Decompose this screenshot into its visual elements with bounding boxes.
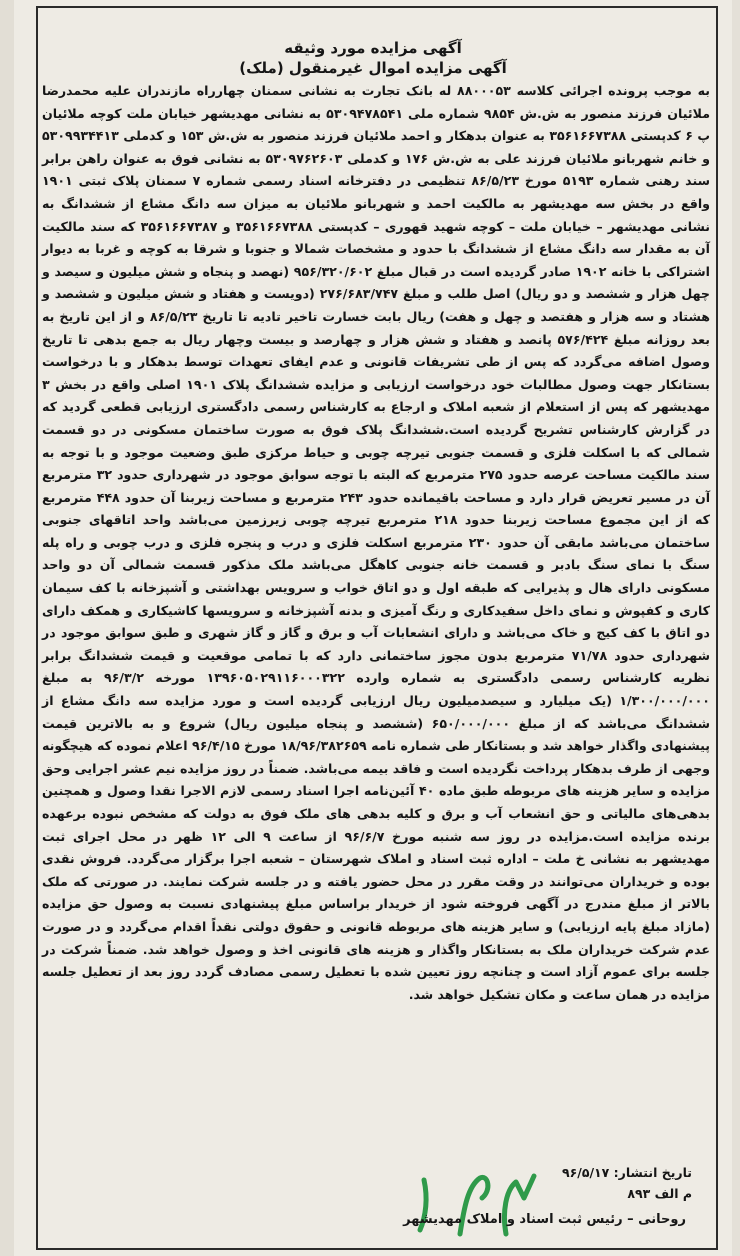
publish-date: تاریخ انتشار: ۹۶/۵/۱۷ (562, 1165, 692, 1180)
notice-body (42, 80, 710, 1006)
notice-subtitle: آگهی مزایده اموال غیرمنقول (ملک) (239, 59, 507, 77)
signature-line: روحانی – رئیس ثبت اسناد و املاک مهدیشهر (403, 1212, 686, 1227)
notice-meta (562, 1162, 692, 1204)
notice-header (74, 38, 672, 78)
ref-number: م الف ۸۹۳ (627, 1186, 692, 1201)
notice-title: آگهی مزایده مورد وثیقه (284, 39, 462, 57)
handwritten-number-drawing (402, 1168, 552, 1248)
frame-top (36, 6, 718, 42)
notice-body-text: به موجب پرونده اجرائی کلاسه ۸۸۰۰۰۵۳ له بانک تجارت به نشانی سمنان چهارراه مازندران علیه محمدرضا ملائیان فرزند منصور به ش.ش ۹۸۵۴ شماره ملی ۵۳۰۹۴۷۸۵۴۱ به نشانی مهدیشهر خیابان ملت کوچه ملائیان پ ۶ کدپستی ۳۵۶۱۶۶۷۳۸۸ به عنوان بدهکار و احمد ملائیان فرزند منصور به ش.ش ۱۵۳ و کدملی ۵۳۰۹۹۳۴۴۱۳ و خانم شهربانو ملائیان فرزند علی به ش.ش ۱۷۶ و کدملی ۵۳۰۹۷۶۲۶۰۳ به نشانی فوق به عنوان راهن برابر سند رهنی شماره ۵۱۹۳ مورخ ۸۶/۵/۲۳ تنظیمی در دفترخانه اسناد رسمی شماره ۷ سمنان پلاک ثبتی ۱۹۰۱ واقع در بخش سه مهدیشهر به مالکیت احمد و شهربانو ملائیان به میزان سه دانگ مشاع از ششدانگ به نشانی مهدیشهر – خیابان ملت – کوچه شهید قهوری – کدپستی ۳۵۶۱۶۶۷۳۸۸ و ۳۵۶۱۶۶۷۳۸۷ که سند مالکیت آن به مقدار سه دانگ مشاع از ششدانگ با حدود و مشخصات شمالا و جنوبا و شرقا به کوچه و غربا به دیوار اشتراکی با خانه ۱۹۰۲ صادر گردیده است در قبال مبلغ ۹۵۶/۳۲۰/۶۰۲ (نهصد و پنجاه و شش میلیون و سیصد و چهل هزار و ششصد و دو ریال) اصل طلب و مبلغ ۲۷۶/۶۸۳/۷۴۷ (دویست و هفتاد و شش میلیون و ششصد و هشتاد و سه هزار و هفتصد و چهل و هفت) ریال بابت خسارت تاخیر تادیه تا تاریخ ۸۶/۵/۲۳ و از این تاریخ به بعد روزانه مبلغ ۵۷۶/۴۲۴ پانصد و هفتاد و شش هزار و چهارصد و بیست وچهار ریال به جمع بدهی تا تاریخ وصول اضافه می‌گردد که پس از طی تشریفات قانونی و عدم ایفای تعهدات توسط بدهکار و با درخواست بستانکار جهت وصول مطالبات خود درخواست ارزیابی و مزایده ششدانگ پلاک ۱۹۰۱ اصلی واقع در بخش ۳ مهدیشهر که پس از استعلام از شعبه املاک و ارجاع به کارشناس رسمی دادگستری ارزیابی قطعی گردید که در گزارش کارشناس تشریح گردیده است.ششدانگ پلاک فوق به صورت ساختمان مسکونی در دو قسمت شمالی که با اسکلت فلزی و قسمت جنوبی تیرچه چوبی و حیاط مرکزی طبق وضعیت موجود و با توجه به سند مالکیت مساحت عرصه حدود ۲۷۵ مترمربع که البته با توجه سوابق موجود در شهرداری حدود ۳۲ مترمربع آن در مسیر تعریض قرار دارد و مساحت باقیمانده حدود ۲۴۳ مترمربع و مساحت زیربنا آن حدود ۴۴۸ مترمربع که از این مجموع مساحت زیربنا حدود ۲۱۸ مترمربع تیرچه چوبی زیرزمین می‌باشد واحد اتاقهای جنوبی ساختمان می‌باشد مابقی آن حدود ۲۳۰ مترمربع اسکلت فلزی و درب و پنجره فلزی و درب چوبی و راه پله سنگ با نمای سنگ بادبر و قسمت خانه جنوبی کاهگل می‌باشد ملک مذکور قسمت شمالی آن دو واحد مسکونی دارای هال و پذیرایی که طبقه اول و دو اتاق خواب و سرویس بهداشتی و آشپزخانه با کف سیمان کاری و کفپوش و نمای داخل سفیدکاری و رنگ آمیزی و بدنه آشپزخانه و سرویسها کاشیکاری و همکف دارای دو اتاق با کف کیج و خاک می‌باشد و دارای انشعابات آب و برق و گاز و گاز شهری و طبق سوابق موجود در شهرداری حدود ۷۱/۷۸ مترمربع بدون مجوز ساختمانی دارد که با تمامی موقعیت و قیمت ششدانگ برابر نظریه کارشناس رسمی دادگستری به شماره وارده ۱۳۹۶۰۵۰۲۹۱۱۶۰۰۰۳۲۲ مورخه ۹۶/۳/۲ به مبلغ ۱/۳۰۰/۰۰۰/۰۰۰ (یک میلیارد و سیصدمیلیون ریال ارزیابی گردیده است و مورد مزایده سه دانگ مشاع از ششدانگ می‌باشد که از مبلغ ۶۵۰/۰۰۰/۰۰۰ (ششصد و پنجاه میلیون ریال) شروع و به بالاترین قیمت پیشنهادی واگذار خواهد شد و بستانکار طی شماره نامه ۱۸/۹۶/۳۸۲۶۵۹ مورخ ۹۶/۴/۱۵ اعلام نموده که هیچگونه وجهی از طرف بدهکار پرداخت نگردیده است و فاقد بیمه می‌باشد. ضمناً در روز مزایده نیم عشر اجرایی وحق مزایده و سایر هزینه های مربوطه طبق ماده ۴۰ آئین‌نامه اجرا اسناد رسمی لازم الاجرا نقدا وصول و همچنین بدهی‌های مالیاتی و حق انشعاب آب و برق و کلیه بدهی های ملک فوق به دولت که مشخص نبوده برعهده برنده مزایده است.مزایده در روز سه شنبه مورخ ۹۶/۶/۷ از ساعت ۹ الی ۱۲ ظهر در محل اجرای ثبت مهدیشهر به نشانی خ ملت – اداره ثبت اسناد و املاک شهرستان – شعبه اجرا برگزار می‌گردد. فروش نقدی بوده و خریداران می‌توانند در وقت مقرر در محل حضور یافته و در جلسه شرکت نمایند. در صورتی که ملک بالاتر از مبلغ مندرج در آگهی فروخته شود از خریدار براساس مبلغ پیشنهادی نسبت به وصول حق مزایده (مازاد مبلغ پایه ارزیابی) و سایر هزینه های مربوطه قانونی و حقوق دولتی نقداً اقدام می‌گردد و در صورت عدم شرکت خریداران ملک به بستانکار واگذار و هزینه های قانونی اخذ و وصول خواهد شد. ضمناً شرکت در جلسه برای عموم آزاد است و چنانچه روز تعیین شده با تعطیل رسمی مصادف گردد روز بعد از تعطیل جلسه مزایده در همان ساعت و مکان تشکیل خواهد شد. (42, 83, 711, 1002)
handwritten-number (402, 1168, 552, 1248)
